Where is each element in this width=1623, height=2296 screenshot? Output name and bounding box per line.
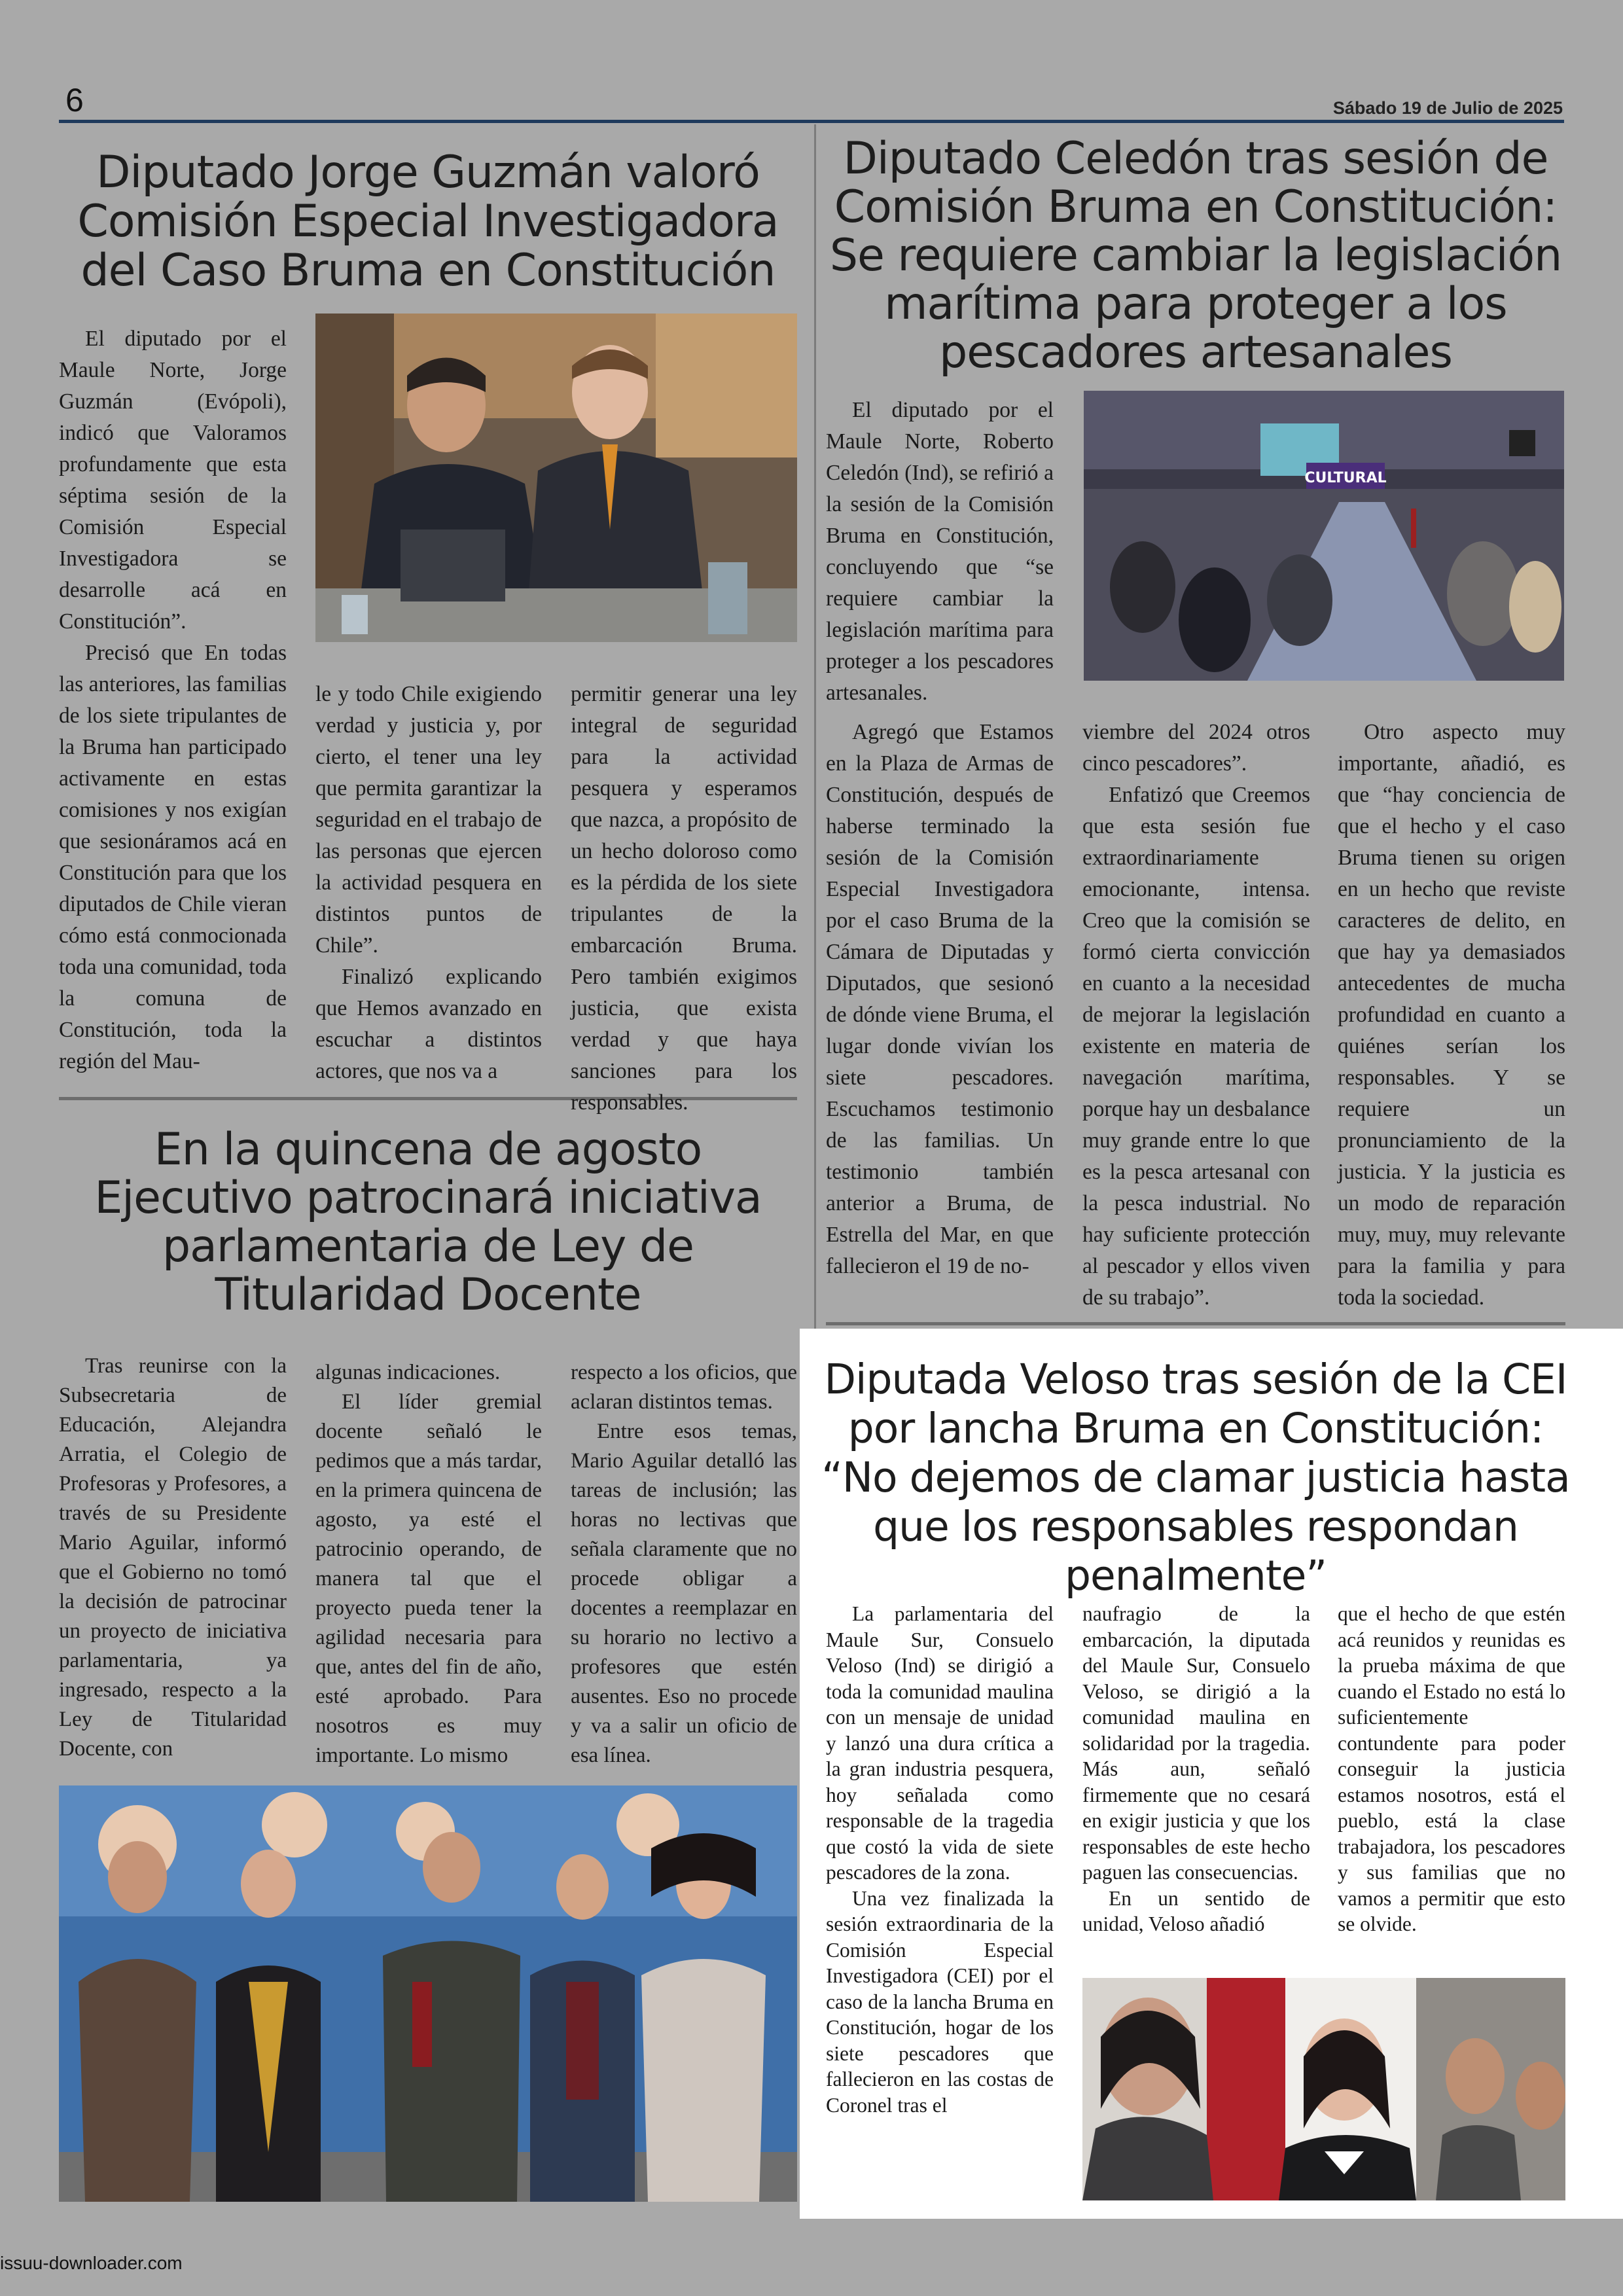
publication-date: Sábado 19 de Julio de 2025 (1332, 98, 1563, 118)
article4-photo-veloso (1082, 1978, 1565, 2200)
article1-headline-line: Comisión Especial Investigadora (77, 196, 779, 247)
article4-headline (806, 1355, 1585, 1600)
article4-paragraph: que el hecho de que estén acá reunidos y reunidas es la prueba máxima de que cuando el Estado no está lo suficientemente contundente para poder conseguir la justicia estamos nosotros, está el pueblo, está la clase trabajadora, los pescadores y sus familias que no vamos a permitir que esto se olvide. (1338, 1602, 1565, 1935)
article2-column-1-bottom (826, 717, 1054, 1282)
article3-headline-line: Titularidad Docente (215, 1269, 641, 1321)
article1-paragraph: le y todo Chile exigiendo verdad y justicia y, por cierto, el tener una ley que permita garantizar la seguridad en el trabajo de las personas que ejercen la actividad pesquera en distintos puntos de Chile”. (315, 682, 542, 958)
article1-paragraph: El diputado por el Maule Norte, Jorge Guzmán (Evópoli), indicó que Valoramos profundamente que esta séptima sesión de la Comisión Especial Investigadora se desarrolle acá en Constitución”. (59, 327, 287, 634)
article1-paragraph: Finalizó explicando que Hemos avanzado en escuchar a distintos actores, que nos va a (315, 965, 542, 1083)
article3-paragraph: El líder gremial docente señaló le pedimos que a más tardar, en la primera quincena de agosto, ya esté el patrocinio operando, de manera tal que el proyecto pueda tener la agilidad necesaria para que, antes del fin de año, esté aprobado. Para nosotros es muy importante. Lo mismo (315, 1390, 542, 1767)
banner-text: CULTURAL (1304, 470, 1387, 486)
article1-headline-line: Diputado Jorge Guzmán valoró (96, 147, 760, 198)
article3-column-1 (59, 1352, 287, 1764)
article3-column-3 (571, 1358, 797, 1770)
article3-paragraph: Tras reunirse con la Subsecretaria de Educación, Alejandra Arratia, el Colegio de Profesoras y Profesores, a través de su Presidente Mario Aguilar, informó que el Gobierno no tomó la decisión de patrocinar un proyecto de iniciativa parlamentaria, ya ingresado, respecto a la Ley de Titularidad Docente, con (59, 1354, 287, 1761)
article1-paragraph: Precisó que En todas las anteriores, las familias de los siete tripulantes de la Bruma han participado activamente en estas comisiones y nos exigían que sesionáramos acá en Constitución para que los diputados de Chile vieran cómo está conmocionada toda una comunidad, toda la comuna de Constitución, toda la región del Mau- (59, 641, 287, 1073)
article2-headline-line: marítima para proteger a los (884, 278, 1507, 330)
article2-headline (826, 135, 1565, 377)
article1-photo-legislators (315, 314, 797, 642)
article1-column-1 (59, 323, 287, 1077)
article1-column-2 (315, 679, 542, 1087)
article3-photo-group (59, 1785, 797, 2202)
column-divider (814, 124, 816, 1329)
article1-column-3 (571, 679, 797, 1119)
article2-paragraph: Otro aspecto muy importante, añadió, es que “hay conciencia de que el hecho y el caso Bruma tienen su origen en un hecho que reviste caracteres de delito, en que hay ya demasiados antecedentes de mucha profundidad en cuanto a quiénes serían los responsables. Y se requiere un pronunciamiento de la justicia. Y la justicia es un modo de reparación muy, muy, muy relevante para la familia y para toda la sociedad. (1338, 720, 1565, 1310)
article3-headline-line: Ejecutivo patrocinará iniciativa (94, 1172, 762, 1224)
article2-column-2 (1082, 717, 1310, 1314)
article3-headline-line: En la quincena de agosto (154, 1124, 702, 1175)
page-number: 6 (65, 82, 84, 118)
article4-paragraph: En un sentido de unidad, Veloso añadió (1082, 1886, 1310, 1935)
article2-headline-line: pescadores artesanales (939, 327, 1452, 378)
article4-headline-line: que los responsables respondan (873, 1503, 1518, 1551)
article3-headline (59, 1126, 797, 1319)
article4-column-2 (1082, 1601, 1310, 1937)
section-divider-right (826, 1322, 1565, 1325)
article2-headline-line: Diputado Celedón tras sesión de (843, 133, 1548, 185)
article2-headline-line: Se requiere cambiar la legislación (829, 230, 1562, 281)
article3-paragraph: Entre esos temas, Mario Aguilar detalló las tareas de inclusión; las horas no lectivas que señala claramente que no procede obligar a docentes a reemplazar en su horario no lectivo a profesores que estén ausentes. Eso no procede y va a salir un oficio de esa línea. (571, 1420, 797, 1767)
article4-paragraph: La parlamentaria del Maule Sur, Consuelo Veloso (Ind) se dirigió a toda la comunidad maulina con un mensaje de unidad y lanzó una dura crítica a la gran industria pesquera, hoy señalada como responsable de la tragedia que costó la vida de siete pescadores de la zona. (826, 1602, 1054, 1884)
article2-photo-session (1084, 391, 1564, 681)
article4-headline-line: Diputada Veloso tras sesión de la CEI (824, 1355, 1567, 1403)
article2-column-1-top (826, 395, 1054, 709)
article4-paragraph: naufragio de la embarcación, la diputada del Maule Sur, Consuelo Veloso, se dirigió a la comunidad maulina en solidaridad por la tragedia. Más aun, señaló firmemente que no cesará en exigir justicia y que los responsables de este hecho paguen las consecuencias. (1082, 1602, 1310, 1884)
article2-headline-line: Comisión Bruma en Constitución: (834, 181, 1558, 233)
article2-column-3 (1338, 717, 1565, 1314)
article2-paragraph: Enfatizó que Creemos que esta sesión fue extraordinariamente emocionante, intensa. Creo que la comisión se formó cierta convicción en cuanto a la necesidad de mejorar la legislación existente en materia de navegación marítima, porque hay un desbalance muy grande entre lo que es la pesca artesanal con la pesca industrial. No hay suficiente protección al pescador y ellos viven de su trabajo”. (1082, 783, 1310, 1310)
article4-headline-line: penalmente” (1065, 1552, 1327, 1600)
article4-column-3 (1338, 1601, 1565, 1937)
article2-paragraph: viembre del 2024 otros cinco pescadores”. (1082, 720, 1310, 776)
article3-paragraph: respecto a los oficios, que aclaran distintos temas. (571, 1361, 797, 1414)
article4-headline-line: por lancha Bruma en Constitución: (847, 1405, 1544, 1452)
article4-paragraph: Una vez finalizada la sesión extraordinaria de la Comisión Especial Investigadora (CEI) por el caso de la lancha Bruma en Constitución, hogar de los siete pescadores que fallecieron en las costas de Coronel tras el (826, 1886, 1054, 2117)
article4-headline-line: “No dejemos de clamar justicia hasta (821, 1454, 1570, 1501)
article1-paragraph: permitir generar una ley integral de seguridad para la actividad pesquera y esperamos que nazca, a propósito de un hecho doloroso como es la pérdida de los siete tripulantes de la embarcación Bruma. Pero también exigimos justicia, que exista verdad y que haya sanciones para los responsables. (571, 682, 797, 1115)
article4-column-1 (826, 1601, 1054, 2118)
article1-headline (59, 148, 797, 295)
article2-paragraph: Agregó que Estamos en la Plaza de Armas de Constitución, después de haberse terminado la sesión de la Comisión Especial Investigadora por el caso Bruma de la Cámara de Diputadas y Diputados, que sesionó de dónde viene Bruma, el lugar donde vivían los siete pescadores. Escuchamos testimonio de las familias. Un testimonio también anterior a Bruma, de Estrella del Mar, en que fallecieron el 19 de no- (826, 720, 1054, 1278)
article1-headline-line: del Caso Bruma en Constitución (80, 245, 776, 296)
header-rule (59, 120, 1564, 123)
article3-headline-line: parlamentaria de Ley de (162, 1221, 694, 1272)
article3-paragraph: algunas indicaciones. (315, 1361, 501, 1384)
watermark-text: issuu-downloader.com (0, 2253, 183, 2273)
article2-paragraph: El diputado por el Maule Norte, Roberto Celedón (Ind), se refirió a la sesión de la Comisión Bruma en Constitución, concluyendo que “se requiere cambiar la legislación marítima para proteger a los pescadores artesanales. (826, 398, 1054, 705)
article3-column-2 (315, 1358, 542, 1770)
